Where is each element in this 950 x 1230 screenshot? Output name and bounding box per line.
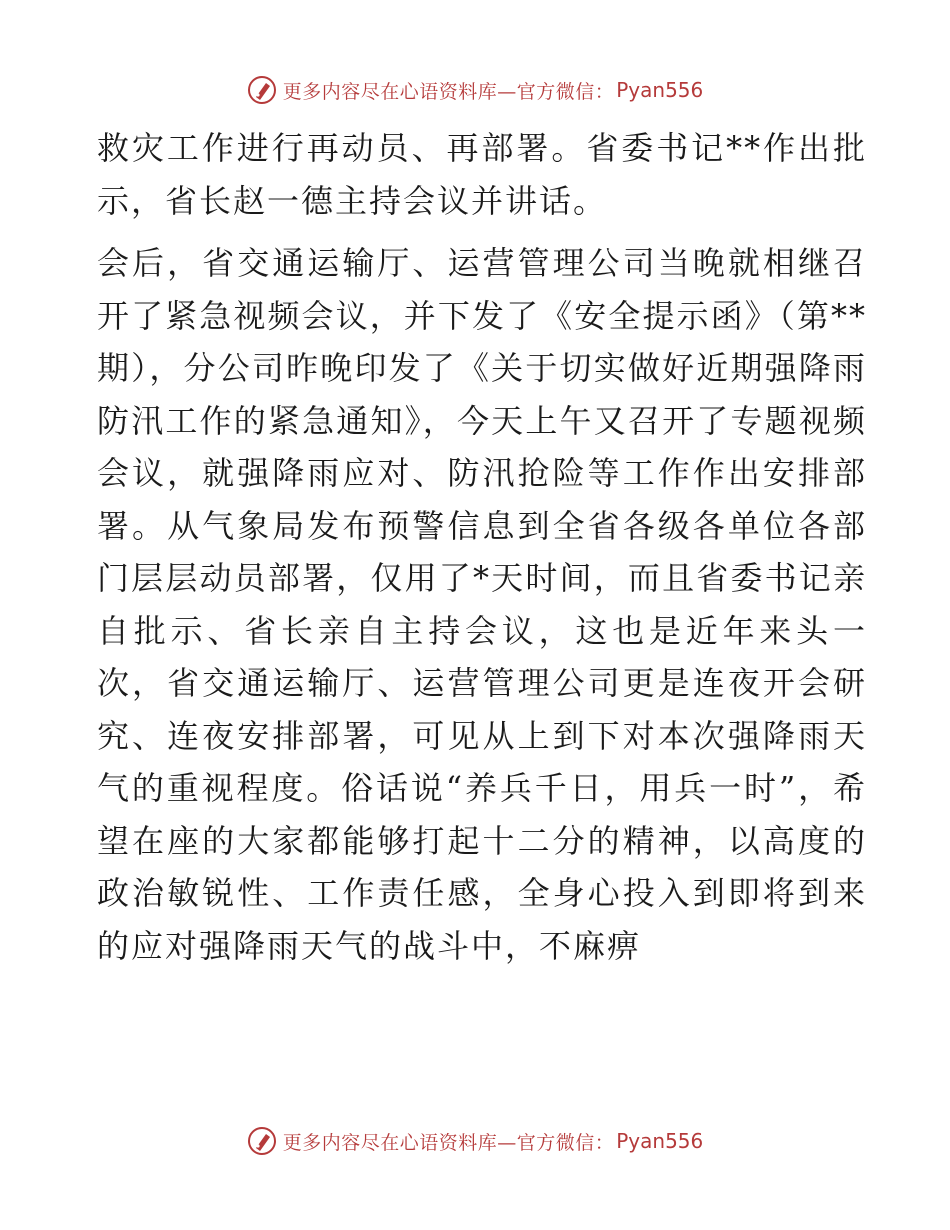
document-body <box>97 122 867 972</box>
watermark-account: Pyan556 <box>616 78 704 102</box>
watermark-account: Pyan556 <box>616 1129 704 1153</box>
pen-nib-logo-icon <box>247 75 277 105</box>
watermark-text: 更多内容尽在心语资料库—官方微信： <box>282 80 615 103</box>
footer-watermark <box>0 1121 950 1161</box>
watermark-text: 更多内容尽在心语资料库—官方微信： <box>282 1131 615 1154</box>
paragraph-2: 会后，省交通运输厅、运营管理公司当晚就相继召开了紧急视频会议，并下发了《安全提示函》（第**期），分公司昨晚印发了《关于切实做好近期强降雨防汛工作的紧急通知》，今天上午又召开了专题视频会议，就强降雨应对、防汛抢险等工作作出安排部署。从气象局发布预警信息到全省各级各单位各部门层层动员部署，仅用了*天时间，而且省委书记亲自批示、省长亲自主持会议，这也是近年来头一次，省交通运输厅、运营管理公司更是连夜开会研究、连夜安排部署，可见从上到下对本次强降雨天气的重视程度。俗话说“养兵千日，用兵一时”，希望在座的大家都能够打起十二分的精神，以高度的政治敏锐性、工作责任感，全身心投入到即将到来的应对强降雨天气的战斗中，不麻痹 <box>97 244 867 965</box>
paragraph-1: 救灾工作进行再动员、再部署。省委书记**作出批示，省长赵一德主持会议并讲话。 <box>97 129 867 220</box>
pen-nib-logo-icon <box>247 1126 277 1156</box>
header-watermark <box>0 70 950 110</box>
